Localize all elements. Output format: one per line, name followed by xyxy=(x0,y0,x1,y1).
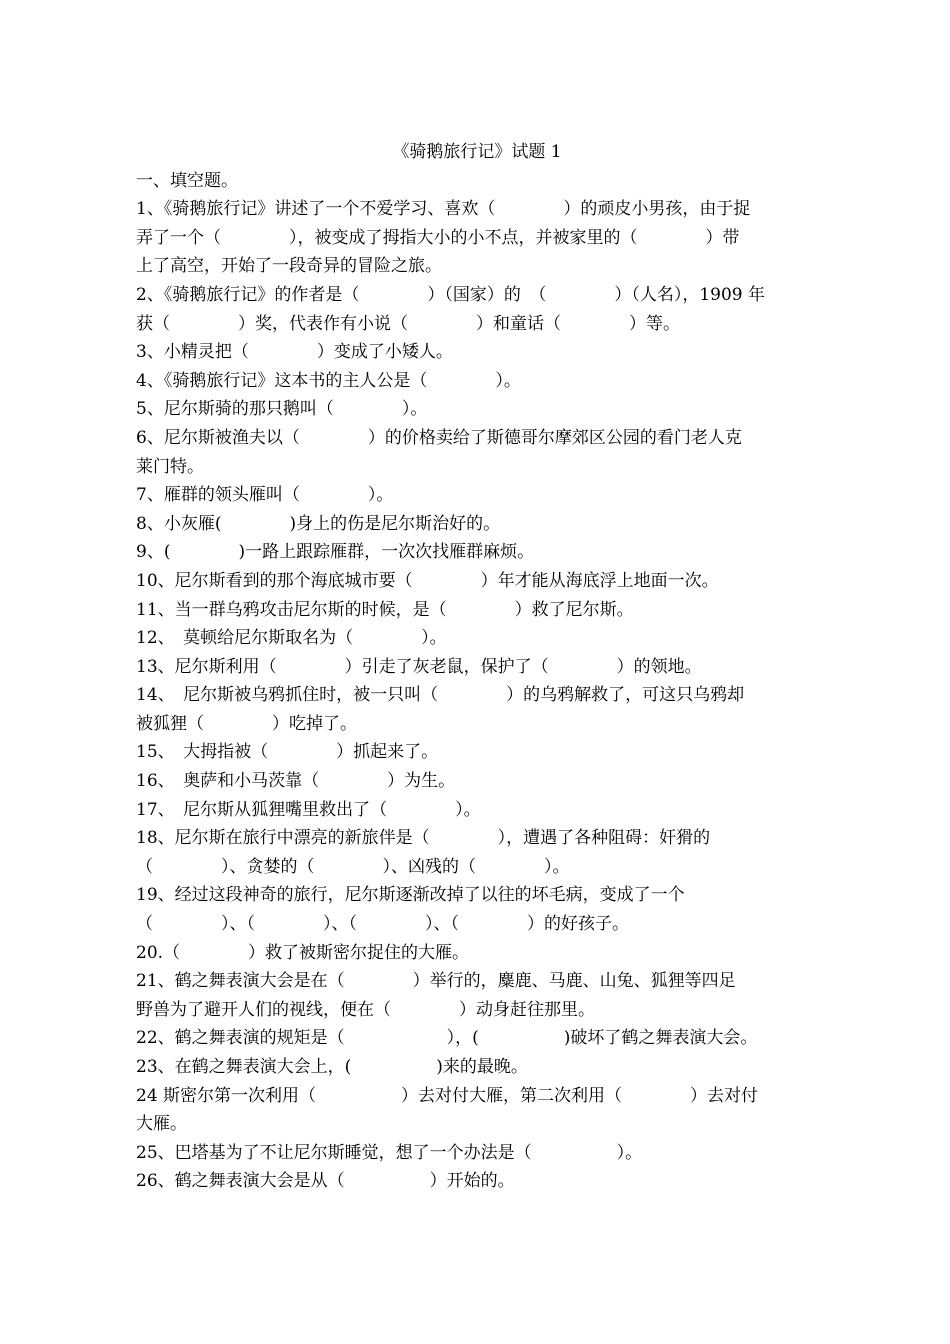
question-line: 获（ ）奖，代表作有小说（ ）和童话（ ）等。 xyxy=(136,313,680,334)
question-line: 5、尼尔斯骑的那只鹅叫（ ）。 xyxy=(136,399,428,420)
question-list xyxy=(136,195,818,1196)
question-line: 莱门特。 xyxy=(136,456,204,477)
question-line: 13、尼尔斯利用（ ）引走了灰老鼠，保护了（ ）的领地。 xyxy=(136,656,702,677)
question-line: 22、鹤之舞表演的规矩是（ ），( )破坏了鹤之舞表演大会。 xyxy=(136,1028,758,1049)
page-title: 《骑鹅旅行记》试题 1 xyxy=(392,142,562,162)
question-line: 15、 大拇指被（ ）抓起来了。 xyxy=(136,742,439,763)
question-line: 17、 尼尔斯从狐狸嘴里救出了（ ）。 xyxy=(136,799,481,820)
worksheet-page xyxy=(136,138,818,1196)
question-line: 大雁。 xyxy=(136,1114,187,1135)
question-line: 10、尼尔斯看到的那个海底城市要（ ）年才能从海底浮上地面一次。 xyxy=(136,570,719,591)
question-line: 20.（ ）救了被斯密尔捉住的大雁。 xyxy=(136,942,470,963)
question-line: 21、鹤之舞表演大会是在（ ）举行的，麋鹿、马鹿、山兔、狐狸等四足 xyxy=(136,971,736,992)
question-line: 4、《骑鹅旅行记》这本书的主人公是（ ）。 xyxy=(136,370,521,391)
question-line: 6、尼尔斯被渔夫以（ ）的价格卖给了斯德哥尔摩郊区公园的看门老人克 xyxy=(136,427,742,448)
question-line: 野兽为了避开人们的视线，便在（ ）动身赶往那里。 xyxy=(136,999,595,1020)
question-line: 被狐狸（ ）吃掉了。 xyxy=(136,713,357,734)
question-line: 19、经过这段神奇的旅行，尼尔斯逐渐改掉了以往的坏毛病，变成了一个 xyxy=(136,885,685,906)
question-line: 11、当一群乌鸦攻击尼尔斯的时候，是（ ）救了尼尔斯。 xyxy=(136,599,634,620)
question-line: （ ）、（ ）、（ ）、（ ）的好孩子。 xyxy=(136,914,629,935)
question-line: 24 斯密尔第一次利用（ ）去对付大雁，第二次利用（ ）去对付 xyxy=(136,1085,759,1106)
question-line: （ ）、贪婪的（ ）、凶残的（ ）。 xyxy=(136,856,570,877)
question-line: 26、鹤之舞表演大会是从（ ）开始的。 xyxy=(136,1171,515,1192)
question-line: 18、尼尔斯在旅行中漂亮的新旅伴是（ ），遭遇了各种阻碍：奸猾的 xyxy=(136,828,711,849)
question-line: 16、 奥萨和小马茨靠（ ）为生。 xyxy=(136,771,456,792)
question-line: 7、雁群的领头雁叫（ ）。 xyxy=(136,485,394,506)
question-line: 2、《骑鹅旅行记》的作者是（ ）（国家）的 （ ）（人名），1909 年 xyxy=(136,284,765,305)
question-line: 9、( )一路上跟踪雁群，一次次找雁群麻烦。 xyxy=(136,542,535,563)
question-line: 8、小灰雁( )身上的伤是尼尔斯治好的。 xyxy=(136,513,501,534)
question-line: 25、巴塔基为了不让尼尔斯睡觉，想了一个办法是（ ）。 xyxy=(136,1142,643,1163)
question-line: 23、在鹤之舞表演大会上，( )来的最晚。 xyxy=(136,1057,528,1077)
question-line: 弄了一个（ ），被变成了拇指大小的小不点，并被家里的（ ）带 xyxy=(136,227,740,248)
question-line: 12、 莫顿给尼尔斯取名为（ ）。 xyxy=(136,628,447,649)
section-heading: 一、填空题。 xyxy=(136,170,238,191)
question-line: 3、小精灵把（ ）变成了小矮人。 xyxy=(136,342,453,363)
question-line: 1、《骑鹅旅行记》讲述了一个不爱学习、喜欢（ ）的顽皮小男孩，由于捉 xyxy=(136,199,751,220)
question-line: 14、 尼尔斯被乌鸦抓住时，被一只叫（ ）的乌鸦解救了，可这只乌鸦却 xyxy=(136,685,745,706)
question-line: 上了高空，开始了一段奇异的冒险之旅。 xyxy=(136,256,442,277)
